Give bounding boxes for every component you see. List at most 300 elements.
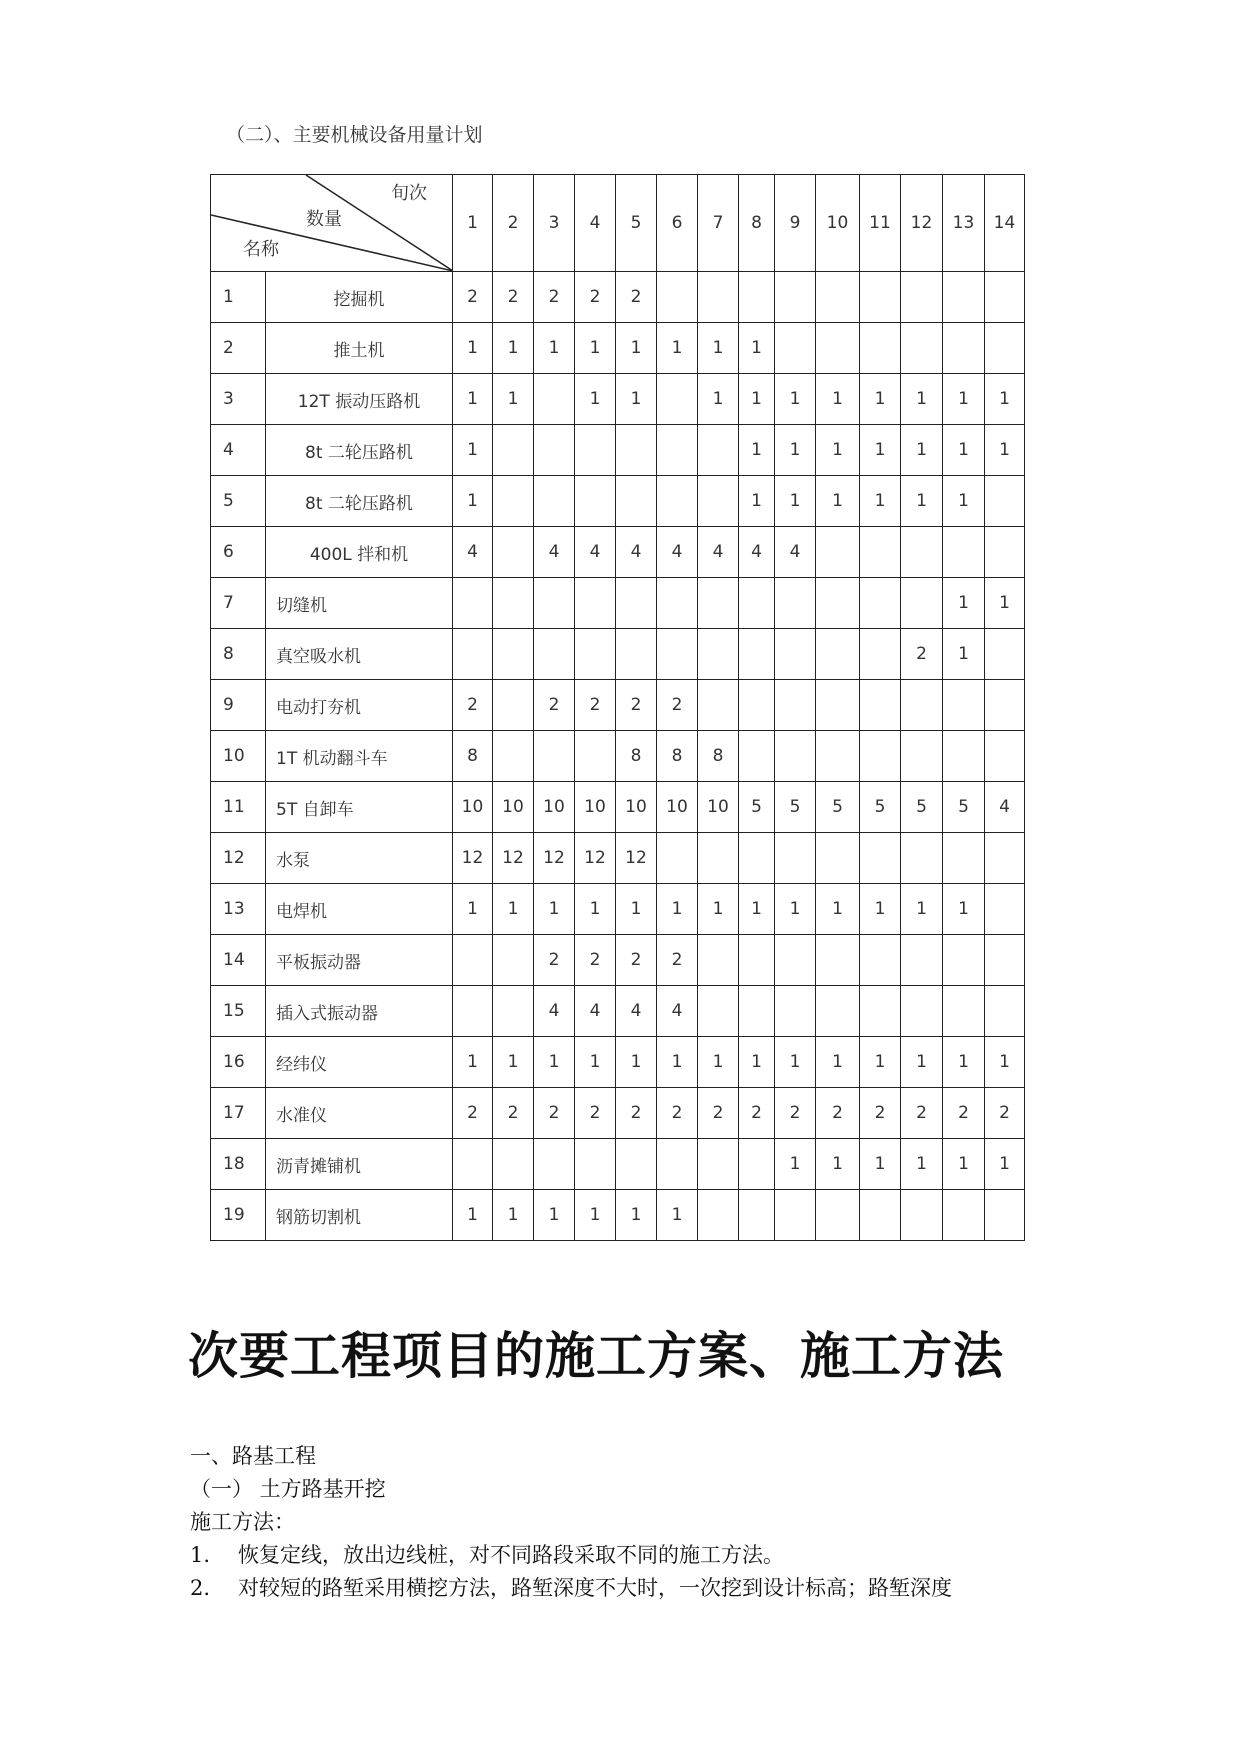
row-number-cell: 1 <box>211 272 266 323</box>
quantity-cell <box>775 680 816 731</box>
quantity-cell: 1 <box>860 1139 901 1190</box>
quantity-cell: 8 <box>698 731 739 782</box>
quantity-cell <box>775 1190 816 1241</box>
equipment-name-cell: 400L 拌和机 <box>266 527 453 578</box>
row-number-cell: 9 <box>211 680 266 731</box>
quantity-cell: 12 <box>534 833 575 884</box>
quantity-cell <box>493 986 534 1037</box>
quantity-cell: 1 <box>775 884 816 935</box>
quantity-cell <box>816 578 860 629</box>
table-row <box>211 629 1025 680</box>
quantity-cell <box>534 476 575 527</box>
quantity-cell <box>860 629 901 680</box>
period-header-cell: 13 <box>943 175 985 272</box>
equipment-name-cell: 12T 振动压路机 <box>266 374 453 425</box>
quantity-cell: 1 <box>943 884 985 935</box>
corner-label-period: 旬次 <box>391 183 427 204</box>
quantity-cell: 1 <box>657 323 698 374</box>
equipment-name-cell: 1T 机动翻斗车 <box>266 731 453 782</box>
quantity-cell <box>816 323 860 374</box>
quantity-cell: 1 <box>534 1037 575 1088</box>
equipment-name-cell: 沥青摊铺机 <box>266 1139 453 1190</box>
quantity-cell: 2 <box>575 272 616 323</box>
quantity-cell: 1 <box>575 323 616 374</box>
quantity-cell: 1 <box>698 1037 739 1088</box>
quantity-cell: 4 <box>657 986 698 1037</box>
quantity-cell <box>860 986 901 1037</box>
quantity-cell: 1 <box>453 425 493 476</box>
quantity-cell <box>739 578 775 629</box>
quantity-cell <box>985 833 1025 884</box>
quantity-cell <box>985 680 1025 731</box>
quantity-cell: 1 <box>616 374 657 425</box>
quantity-cell: 1 <box>616 1037 657 1088</box>
quantity-cell: 1 <box>901 476 943 527</box>
quantity-cell: 2 <box>657 680 698 731</box>
quantity-cell: 1 <box>943 425 985 476</box>
period-header-cell: 2 <box>493 175 534 272</box>
quantity-cell: 1 <box>775 425 816 476</box>
quantity-cell: 1 <box>493 1190 534 1241</box>
quantity-cell: 1 <box>860 425 901 476</box>
quantity-cell: 1 <box>534 1190 575 1241</box>
quantity-cell: 4 <box>698 527 739 578</box>
equipment-name-cell: 8t 二轮压路机 <box>266 425 453 476</box>
quantity-cell: 1 <box>816 884 860 935</box>
quantity-cell: 1 <box>575 374 616 425</box>
period-header-cell: 3 <box>534 175 575 272</box>
quantity-cell <box>453 986 493 1037</box>
period-header-cell: 5 <box>616 175 657 272</box>
equipment-name-cell: 水泵 <box>266 833 453 884</box>
equipment-name-cell: 5T 自卸车 <box>266 782 453 833</box>
table-row <box>211 527 1025 578</box>
quantity-cell <box>616 629 657 680</box>
quantity-cell: 1 <box>860 1037 901 1088</box>
quantity-cell: 1 <box>816 1139 860 1190</box>
quantity-cell: 1 <box>616 323 657 374</box>
equipment-name-cell: 推土机 <box>266 323 453 374</box>
quantity-cell: 2 <box>657 935 698 986</box>
quantity-cell <box>860 680 901 731</box>
quantity-cell: 1 <box>493 884 534 935</box>
quantity-cell <box>816 680 860 731</box>
quantity-cell: 2 <box>943 1088 985 1139</box>
quantity-cell <box>901 1190 943 1241</box>
quantity-cell <box>943 680 985 731</box>
list-item-text: 对较短的路堑采用横挖方法，路堑深度不大时，一次挖到设计标高；路堑深度 <box>238 1576 952 1600</box>
quantity-cell: 1 <box>985 1139 1025 1190</box>
quantity-cell: 1 <box>816 425 860 476</box>
quantity-cell: 1 <box>698 374 739 425</box>
quantity-cell <box>901 935 943 986</box>
quantity-cell: 1 <box>901 374 943 425</box>
quantity-cell <box>698 1139 739 1190</box>
quantity-cell: 1 <box>493 323 534 374</box>
list-item <box>190 1572 952 1605</box>
equipment-table <box>210 174 1025 1241</box>
quantity-cell: 1 <box>901 884 943 935</box>
period-header-cell: 7 <box>698 175 739 272</box>
equipment-name-cell: 插入式振动器 <box>266 986 453 1037</box>
quantity-cell: 1 <box>616 884 657 935</box>
quantity-cell: 4 <box>534 986 575 1037</box>
row-number-cell: 3 <box>211 374 266 425</box>
quantity-cell <box>943 272 985 323</box>
quantity-cell <box>816 527 860 578</box>
row-number-cell: 13 <box>211 884 266 935</box>
quantity-cell: 1 <box>816 374 860 425</box>
quantity-cell: 1 <box>739 1037 775 1088</box>
table-row <box>211 1088 1025 1139</box>
quantity-cell <box>657 374 698 425</box>
quantity-cell: 10 <box>453 782 493 833</box>
quantity-cell <box>901 833 943 884</box>
quantity-cell <box>816 986 860 1037</box>
quantity-cell: 4 <box>657 527 698 578</box>
quantity-cell <box>453 935 493 986</box>
quantity-cell: 1 <box>739 323 775 374</box>
quantity-cell: 1 <box>657 1190 698 1241</box>
quantity-cell: 2 <box>453 680 493 731</box>
quantity-cell <box>901 578 943 629</box>
quantity-cell <box>775 731 816 782</box>
quantity-cell: 2 <box>453 272 493 323</box>
period-header-cell: 12 <box>901 175 943 272</box>
quantity-cell: 1 <box>775 476 816 527</box>
quantity-cell: 1 <box>901 1139 943 1190</box>
quantity-cell: 1 <box>739 425 775 476</box>
quantity-cell <box>860 578 901 629</box>
table-row <box>211 782 1025 833</box>
quantity-cell: 2 <box>775 1088 816 1139</box>
quantity-cell: 2 <box>901 1088 943 1139</box>
period-header-cell: 6 <box>657 175 698 272</box>
quantity-cell: 1 <box>657 884 698 935</box>
period-header-cell: 4 <box>575 175 616 272</box>
quantity-cell: 12 <box>575 833 616 884</box>
quantity-cell <box>657 476 698 527</box>
period-header-cell: 11 <box>860 175 901 272</box>
equipment-name-cell: 电动打夯机 <box>266 680 453 731</box>
quantity-cell <box>943 986 985 1037</box>
list-item <box>190 1539 952 1572</box>
quantity-cell <box>493 578 534 629</box>
quantity-cell <box>860 935 901 986</box>
quantity-cell <box>775 323 816 374</box>
quantity-cell: 1 <box>698 884 739 935</box>
quantity-cell: 5 <box>739 782 775 833</box>
table-row <box>211 476 1025 527</box>
quantity-cell <box>901 272 943 323</box>
table-caption: （二）、主要机械设备用量计划 <box>226 124 483 146</box>
quantity-cell: 5 <box>775 782 816 833</box>
body-text <box>190 1440 952 1605</box>
quantity-cell: 5 <box>943 782 985 833</box>
quantity-cell <box>657 425 698 476</box>
quantity-cell <box>943 1190 985 1241</box>
quantity-cell: 1 <box>575 1037 616 1088</box>
table-row <box>211 986 1025 1037</box>
quantity-cell <box>739 935 775 986</box>
quantity-cell <box>943 731 985 782</box>
period-header-cell: 9 <box>775 175 816 272</box>
quantity-cell <box>985 323 1025 374</box>
quantity-cell: 1 <box>985 374 1025 425</box>
row-number-cell: 10 <box>211 731 266 782</box>
quantity-cell <box>534 1139 575 1190</box>
quantity-cell: 1 <box>985 1037 1025 1088</box>
quantity-cell <box>816 629 860 680</box>
quantity-cell <box>901 680 943 731</box>
quantity-cell: 1 <box>453 1190 493 1241</box>
quantity-cell: 2 <box>616 272 657 323</box>
quantity-cell: 10 <box>616 782 657 833</box>
equipment-name-cell: 水准仪 <box>266 1088 453 1139</box>
quantity-cell <box>943 833 985 884</box>
quantity-cell: 12 <box>453 833 493 884</box>
quantity-cell: 1 <box>943 476 985 527</box>
quantity-cell: 2 <box>575 680 616 731</box>
quantity-cell <box>775 578 816 629</box>
quantity-cell <box>657 833 698 884</box>
quantity-cell: 1 <box>943 1139 985 1190</box>
quantity-cell <box>985 272 1025 323</box>
row-number-cell: 17 <box>211 1088 266 1139</box>
quantity-cell <box>575 629 616 680</box>
quantity-cell <box>943 935 985 986</box>
equipment-name-cell: 电焊机 <box>266 884 453 935</box>
quantity-cell <box>534 578 575 629</box>
quantity-cell <box>775 986 816 1037</box>
quantity-cell <box>985 884 1025 935</box>
quantity-cell <box>943 323 985 374</box>
quantity-cell <box>739 833 775 884</box>
section-title: 次要工程项目的施工方案、施工方法 <box>188 1326 1004 1385</box>
corner-label-quantity: 数量 <box>306 209 342 230</box>
quantity-cell: 12 <box>493 833 534 884</box>
quantity-cell <box>493 935 534 986</box>
table-row <box>211 884 1025 935</box>
quantity-cell <box>739 731 775 782</box>
quantity-cell <box>739 629 775 680</box>
quantity-cell <box>534 731 575 782</box>
equipment-name-cell: 平板振动器 <box>266 935 453 986</box>
quantity-cell <box>860 833 901 884</box>
row-number-cell: 14 <box>211 935 266 986</box>
quantity-cell: 5 <box>901 782 943 833</box>
quantity-cell <box>493 1139 534 1190</box>
quantity-cell: 1 <box>816 476 860 527</box>
period-header-cell: 14 <box>985 175 1025 272</box>
quantity-cell <box>698 272 739 323</box>
quantity-cell: 4 <box>775 527 816 578</box>
quantity-cell: 2 <box>575 1088 616 1139</box>
quantity-cell <box>901 323 943 374</box>
quantity-cell: 1 <box>739 476 775 527</box>
quantity-cell <box>575 1139 616 1190</box>
quantity-cell <box>816 1190 860 1241</box>
quantity-cell: 4 <box>985 782 1025 833</box>
quantity-cell: 1 <box>816 1037 860 1088</box>
quantity-cell <box>698 935 739 986</box>
row-number-cell: 8 <box>211 629 266 680</box>
quantity-cell: 1 <box>534 323 575 374</box>
quantity-cell: 1 <box>985 425 1025 476</box>
quantity-cell <box>534 629 575 680</box>
quantity-cell <box>985 986 1025 1037</box>
quantity-cell <box>775 272 816 323</box>
equipment-name-cell: 经纬仪 <box>266 1037 453 1088</box>
quantity-cell <box>493 629 534 680</box>
quantity-cell: 1 <box>860 374 901 425</box>
quantity-cell: 2 <box>453 1088 493 1139</box>
quantity-cell <box>739 1190 775 1241</box>
quantity-cell: 2 <box>739 1088 775 1139</box>
quantity-cell: 10 <box>534 782 575 833</box>
quantity-cell: 1 <box>657 1037 698 1088</box>
quantity-cell <box>816 833 860 884</box>
quantity-cell: 2 <box>534 272 575 323</box>
quantity-cell: 1 <box>453 374 493 425</box>
paragraph-subgrade: 一、路基工程 <box>190 1444 316 1468</box>
quantity-cell <box>901 527 943 578</box>
quantity-cell <box>739 680 775 731</box>
list-item-number: 2. <box>190 1576 211 1600</box>
table-row <box>211 578 1025 629</box>
quantity-cell <box>493 527 534 578</box>
quantity-cell <box>534 425 575 476</box>
quantity-cell <box>453 578 493 629</box>
table-row <box>211 374 1025 425</box>
quantity-cell: 1 <box>575 1190 616 1241</box>
quantity-cell: 1 <box>453 323 493 374</box>
quantity-cell <box>698 986 739 1037</box>
quantity-cell: 5 <box>816 782 860 833</box>
table-row <box>211 1190 1025 1241</box>
table-row <box>211 1037 1025 1088</box>
diagonal-header-cell <box>211 175 453 272</box>
quantity-cell <box>901 731 943 782</box>
quantity-cell: 2 <box>901 629 943 680</box>
quantity-cell: 2 <box>698 1088 739 1139</box>
quantity-cell: 2 <box>575 935 616 986</box>
list-item-text: 恢复定线，放出边线桩，对不同路段采取不同的施工方法。 <box>238 1543 784 1567</box>
quantity-cell: 4 <box>534 527 575 578</box>
quantity-cell <box>575 578 616 629</box>
quantity-cell: 4 <box>616 527 657 578</box>
quantity-cell <box>860 272 901 323</box>
table-row <box>211 323 1025 374</box>
quantity-cell <box>816 272 860 323</box>
quantity-cell: 2 <box>985 1088 1025 1139</box>
period-header-cell: 1 <box>453 175 493 272</box>
table-row <box>211 935 1025 986</box>
quantity-cell: 1 <box>775 1037 816 1088</box>
quantity-cell: 12 <box>616 833 657 884</box>
quantity-cell <box>616 578 657 629</box>
quantity-cell <box>493 680 534 731</box>
quantity-cell: 1 <box>493 1037 534 1088</box>
row-number-cell: 19 <box>211 1190 266 1241</box>
quantity-cell <box>698 578 739 629</box>
quantity-cell: 2 <box>657 1088 698 1139</box>
quantity-cell: 4 <box>453 527 493 578</box>
row-number-cell: 6 <box>211 527 266 578</box>
quantity-cell: 1 <box>943 374 985 425</box>
quantity-cell: 10 <box>493 782 534 833</box>
quantity-cell <box>943 527 985 578</box>
quantity-cell: 10 <box>657 782 698 833</box>
table-row <box>211 833 1025 884</box>
quantity-cell <box>493 731 534 782</box>
quantity-cell: 1 <box>860 884 901 935</box>
quantity-cell <box>901 986 943 1037</box>
quantity-cell: 1 <box>901 425 943 476</box>
quantity-cell: 1 <box>534 884 575 935</box>
quantity-cell <box>775 629 816 680</box>
quantity-cell <box>575 476 616 527</box>
quantity-cell: 1 <box>739 884 775 935</box>
quantity-cell <box>775 935 816 986</box>
quantity-cell <box>860 323 901 374</box>
table-row <box>211 425 1025 476</box>
quantity-cell <box>453 1139 493 1190</box>
quantity-cell: 1 <box>453 1037 493 1088</box>
quantity-cell <box>860 1190 901 1241</box>
corner-label-name: 名称 <box>243 239 279 260</box>
equipment-name-cell: 真空吸水机 <box>266 629 453 680</box>
quantity-cell: 10 <box>698 782 739 833</box>
quantity-cell: 1 <box>453 884 493 935</box>
quantity-cell: 1 <box>775 1139 816 1190</box>
paragraph-method-label: 施工方法： <box>190 1510 295 1534</box>
quantity-cell <box>698 1190 739 1241</box>
quantity-cell: 10 <box>575 782 616 833</box>
row-number-cell: 7 <box>211 578 266 629</box>
quantity-cell: 1 <box>985 578 1025 629</box>
quantity-cell <box>698 425 739 476</box>
quantity-cell <box>985 527 1025 578</box>
quantity-cell: 1 <box>739 374 775 425</box>
quantity-cell: 8 <box>657 731 698 782</box>
quantity-cell <box>860 731 901 782</box>
quantity-cell: 1 <box>616 1190 657 1241</box>
quantity-cell <box>816 935 860 986</box>
equipment-name-cell: 钢筋切割机 <box>266 1190 453 1241</box>
table-row <box>211 731 1025 782</box>
quantity-cell <box>575 425 616 476</box>
quantity-cell <box>534 374 575 425</box>
row-number-cell: 12 <box>211 833 266 884</box>
row-number-cell: 15 <box>211 986 266 1037</box>
list-item-number: 1. <box>190 1543 211 1567</box>
quantity-cell: 2 <box>534 1088 575 1139</box>
quantity-cell <box>657 272 698 323</box>
quantity-cell <box>657 1139 698 1190</box>
quantity-cell: 1 <box>943 629 985 680</box>
quantity-cell <box>739 272 775 323</box>
row-number-cell: 2 <box>211 323 266 374</box>
quantity-cell <box>698 476 739 527</box>
equipment-name-cell: 切缝机 <box>266 578 453 629</box>
quantity-cell: 2 <box>860 1088 901 1139</box>
quantity-cell <box>985 1190 1025 1241</box>
quantity-cell: 2 <box>493 272 534 323</box>
quantity-cell <box>657 629 698 680</box>
quantity-cell: 1 <box>493 374 534 425</box>
row-number-cell: 16 <box>211 1037 266 1088</box>
